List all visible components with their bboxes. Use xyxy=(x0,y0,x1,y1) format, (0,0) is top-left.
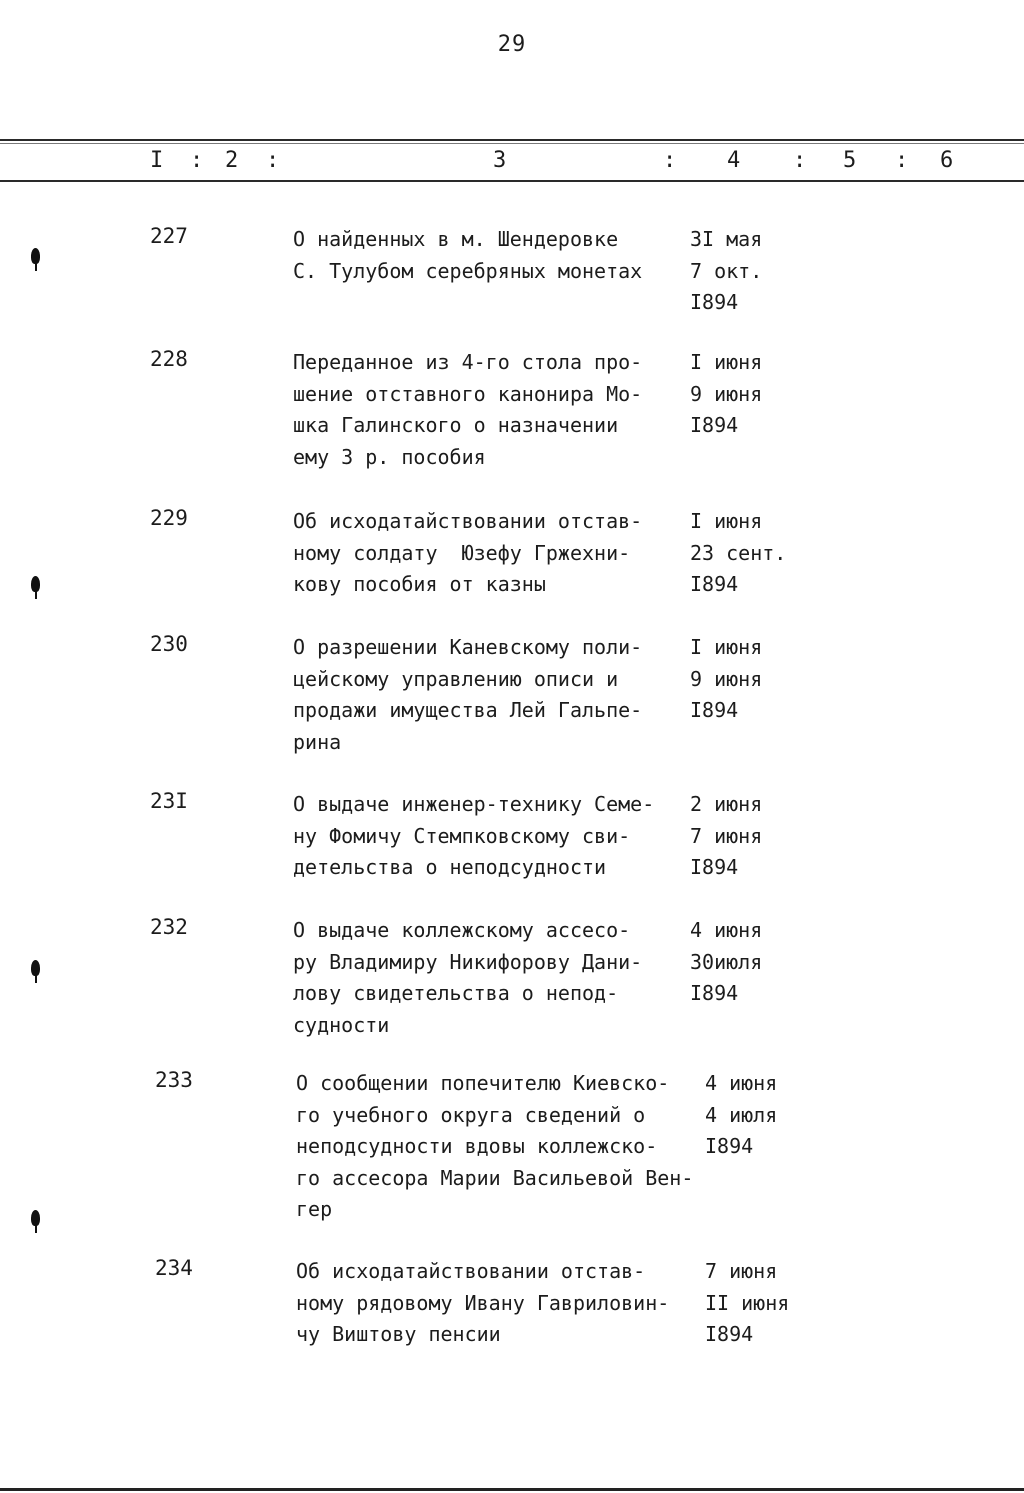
entry-title-line: ному рядовому Ивану Гавриловин- xyxy=(296,1290,670,1315)
entry-title-line: Переданное из 4-го стола про- xyxy=(293,350,643,374)
entry-number: 234 xyxy=(155,1256,193,1280)
entry-title xyxy=(296,1256,669,1351)
header-rule-top xyxy=(0,139,1024,141)
entry-title-line: О разрешении Каневскому поли- xyxy=(293,635,643,659)
entry-date-start: I июня xyxy=(690,635,763,659)
entry-title-line: С. Тулубом серебряных монетах xyxy=(293,258,643,283)
entry-date-end: II июня xyxy=(705,1290,790,1315)
footer-rule xyxy=(0,1488,1024,1491)
entry-date-start: 7 июня xyxy=(705,1259,778,1283)
punch-mark xyxy=(31,1210,40,1226)
entry-date-end: 30июля xyxy=(690,949,763,974)
column-header-6: 6 xyxy=(940,148,954,173)
entry-title xyxy=(293,789,654,884)
entry-year: I894 xyxy=(705,1134,754,1158)
entry-title-line: О выдаче инженер-технику Семе- xyxy=(293,792,655,816)
entry-title xyxy=(293,915,642,1041)
column-separator: : xyxy=(663,148,677,173)
entry-year: I894 xyxy=(690,572,739,596)
entry-title-line: лову свидетельства о непод- xyxy=(293,981,619,1005)
entry-title-line: шение отставного канонира Мо- xyxy=(293,381,643,406)
entry-date-end: 9 июня xyxy=(690,381,763,406)
entry-title-line: Об исходатайствовании отстав- xyxy=(293,509,643,533)
entry-date-end: 7 июня xyxy=(690,823,763,848)
entry-year: I894 xyxy=(690,981,739,1005)
entry-dates xyxy=(690,506,786,601)
entry-title-line: продажи имущества Лей Гальпе- xyxy=(293,698,643,722)
entry-dates xyxy=(690,915,762,1010)
entry-number: 227 xyxy=(150,224,188,248)
entry-date-start: I июня xyxy=(690,509,763,533)
entry-title-line: судности xyxy=(293,1012,390,1037)
entry-title xyxy=(296,1068,693,1226)
entry-number: 229 xyxy=(150,506,188,530)
header-rule-bottom xyxy=(0,180,1024,182)
entry-date-end: 9 июня xyxy=(690,666,763,691)
header-rule-top-secondary xyxy=(0,143,1024,144)
punch-mark xyxy=(31,576,40,592)
entry-title-line: цейскому управлению описи и xyxy=(293,666,619,691)
entry-dates xyxy=(690,224,762,319)
entry-dates xyxy=(690,789,762,884)
entry-title-line: ру Владимиру Никифорову Дани- xyxy=(293,949,643,974)
entry-date-end: 4 июля xyxy=(705,1102,778,1127)
entry-dates xyxy=(705,1068,777,1163)
entry-year: I894 xyxy=(690,290,739,314)
entry-title-line: неподсудности вдовы коллежско- xyxy=(296,1134,658,1158)
entry-number: 233 xyxy=(155,1068,193,1092)
entry-year: I894 xyxy=(690,413,739,437)
entry-title-line: О сообщении попечителю Киевско- xyxy=(296,1071,670,1095)
column-header-4: 4 xyxy=(727,148,741,173)
entry-title-line: шка Галинского о назначении xyxy=(293,413,619,437)
entry-number: 232 xyxy=(150,915,188,939)
entry-title-line: ему 3 р. пособия xyxy=(293,444,486,469)
entry-title-line: детельства о неподсудности xyxy=(293,855,607,879)
entry-date-start: 2 июня xyxy=(690,792,763,816)
column-header-3: 3 xyxy=(493,148,507,173)
entry-year: I894 xyxy=(705,1322,754,1346)
entry-number: 23I xyxy=(150,789,188,813)
entry-title-line: го ассесора Марии Васильевой Вен- xyxy=(296,1165,694,1190)
punch-mark xyxy=(31,248,40,264)
entry-date-end: 23 сент. xyxy=(690,540,787,565)
entry-title-line: О выдаче коллежскому ассесо- xyxy=(293,918,631,942)
entry-dates xyxy=(690,347,762,442)
entry-year: I894 xyxy=(690,855,739,879)
entry-title-line: кову пособия от казны xyxy=(293,572,546,596)
column-separator: : xyxy=(190,148,204,173)
punch-mark xyxy=(31,960,40,976)
entry-title xyxy=(293,632,642,758)
column-header-5: 5 xyxy=(843,148,857,173)
column-header-1: I xyxy=(150,148,164,173)
entry-date-start: I июня xyxy=(690,350,763,374)
entry-title-line: гер xyxy=(296,1197,333,1221)
column-header-2: 2 xyxy=(225,148,239,173)
entry-number: 228 xyxy=(150,347,188,371)
entry-dates xyxy=(690,632,762,727)
entry-title-line: ному солдату Юзефу Гржехни- xyxy=(293,540,631,565)
entry-title-line: О найденных в м. Шендеровке xyxy=(293,227,619,251)
column-separator: : xyxy=(895,148,909,173)
entry-title-line: Об исходатайствовании отстав- xyxy=(296,1259,646,1283)
entry-year: I894 xyxy=(690,698,739,722)
page-number: 29 xyxy=(497,32,527,57)
entry-title xyxy=(293,224,642,287)
entry-title-line: ну Фомичу Стемпковскому сви- xyxy=(293,823,631,848)
entry-title xyxy=(293,347,642,473)
column-separator: : xyxy=(793,148,807,173)
entry-title xyxy=(293,506,642,601)
entry-number: 230 xyxy=(150,632,188,656)
column-separator: : xyxy=(266,148,280,173)
entry-title-line: го учебного округа сведений о xyxy=(296,1102,646,1127)
entry-title-line: рина xyxy=(293,729,342,754)
entry-date-start: 4 июня xyxy=(705,1071,778,1095)
entry-date-start: 4 июня xyxy=(690,918,763,942)
entry-dates xyxy=(705,1256,789,1351)
entry-date-end: 7 окт. xyxy=(690,258,763,283)
entry-date-start: 3I мая xyxy=(690,227,763,251)
entry-title-line: чу Виштову пенсии xyxy=(296,1322,501,1346)
